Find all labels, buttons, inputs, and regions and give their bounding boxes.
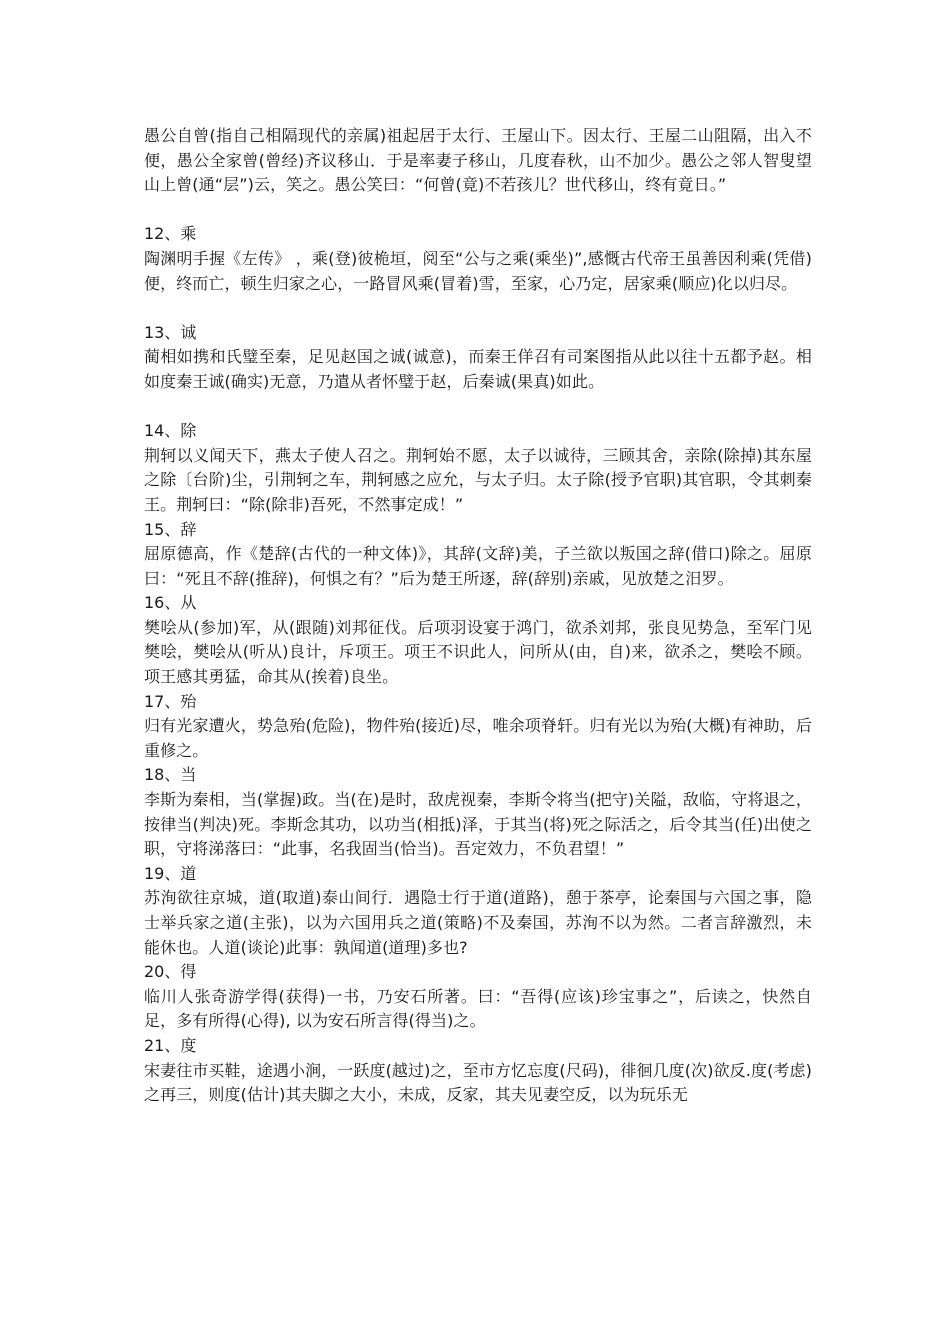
paragraph-yu-gong: 愚公自曾(指自己相隔现代的亲属)祖起居于太行、王屋山下。因太行、王屋二山阻隔，出入不便，愚公全家曾(曾经)齐议移山．于是率妻子移山，几度春秋，山不加少。愚公之邻人智叟望山上曾(通“层”)云，笑之。愚公笑曰：“何曾(竟)不若孩儿？世代移山，终有竟日。” <box>144 126 812 195</box>
paragraph-17-dai: 归有光家遭火，势急殆(危险)，物件殆(接近)尽，唯余项脊轩。归有光以为殆(大概)有神助，后重修之。 <box>144 716 812 760</box>
paragraph-15-ci: 屈原德高，作《楚辞(古代的一种文体)》，其辞(文辞)美，子兰欲以叛国之辞(借口)除之。屈原曰：“死且不辞(推辞)，何惧之有？”后为楚王所逐，辞(辞别)亲戚，见放楚之汨罗。 <box>144 544 812 588</box>
paragraph-14-chu: 荆轲以义闻天下，燕太子使人召之。荆轲始不愿，太子以诚待，三顾其舍，亲除(除掉)其东屋之除〔台阶)尘，引荆轲之车，荆轲感之应允，与太子归。太子除(授予官职)其官职，令其刺秦王。荆轲曰：“除(除非)吾死，不然事定成！” <box>144 445 812 514</box>
paragraph-12-cheng: 陶渊明手握《左传》 ，乘(登)彼桅垣，阅至“公与之乘(乘坐)”,感慨古代帝王虽善因利乘(凭借)便，终而亡，顿生归家之心，一路冒风乘(冒着)雪，至家，心乃定，居家乘(顺应)化以归尽。 <box>144 248 812 293</box>
heading-17-dai: 17、殆 <box>144 691 197 711</box>
heading-21-du: 21、度 <box>144 1035 197 1055</box>
heading-15-ci: 15、辞 <box>144 519 197 539</box>
paragraph-13-cheng: 蔺相如携和氏璧至秦，足见赵国之诚(诚意)，而秦王佯召有司案图指从此以往十五都予赵。相如度秦王诚(确实)无意，乃遣从者怀璧于赵，后秦诚(果真)如此。 <box>144 347 812 391</box>
paragraph-18-dang: 李斯为秦相，当(掌握)政。当(在)是时，敌虎视秦，李斯令将当(把守)关隘，敌临，守将退之，按律当(判决)死。李斯念其功，以功当(相抵)泽，于其当(将)死之际活之，后令其当(任)出使之职，守将涕落曰：“此事，名我固当(恰当)。吾定效力，不负君望！” <box>144 790 812 859</box>
document-body <box>144 124 812 1108</box>
paragraph-20-de: 临川人张奇游学得(获得)一书，乃安石所著。曰：“吾得(应该)珍宝事之”，后读之，快然自足，多有所得(心得), 以为安石所言得(得当)之。 <box>144 986 812 1031</box>
blank-line <box>144 296 812 321</box>
heading-12-cheng: 12、乘 <box>144 224 197 244</box>
blank-line <box>144 198 812 223</box>
heading-16-cong: 16、从 <box>144 593 197 613</box>
blank-line <box>144 395 812 420</box>
heading-13-cheng: 13、诚 <box>144 322 197 342</box>
paragraph-19-dao: 苏洵欲往京城，道(取道)泰山间行．遇隐士行于道(道路)，憩于茶亭，论秦国与六国之事，隐士举兵家之道(主张)，以为六国用兵之道(策略)不及秦国，苏洵不以为然。二者言辞激烈，未能休也。人道(谈论)此事：孰闻道(道理)多也? <box>144 888 812 957</box>
paragraph-16-cong: 樊哙从(参加)军，从(跟随)刘邦征伐。后项羽设宴于鸿门，欲杀刘邦，张良见势急，至军门见樊哙，樊哙从(听从)良计，斥项王。项王不识此人，问所从(由，自)来，欲杀之，樊哙不顾。项王感其勇猛，命其从(挨着)良坐。 <box>144 617 812 687</box>
heading-19-dao: 19、道 <box>144 863 197 883</box>
heading-18-dang: 18、当 <box>144 765 197 785</box>
paragraph-21-du: 宋妻往市买鞋，途遇小涧，一跃度(越过)之，至市方忆忘度(尺码)，徘徊几度(次)欲反.度(考虑)之再三，则度(估计)其夫脚之大小，未成，反家，其夫见妻空反，以为玩乐无 <box>144 1060 812 1105</box>
heading-20-de: 20、得 <box>144 962 197 982</box>
heading-14-chu: 14、除 <box>144 421 197 441</box>
